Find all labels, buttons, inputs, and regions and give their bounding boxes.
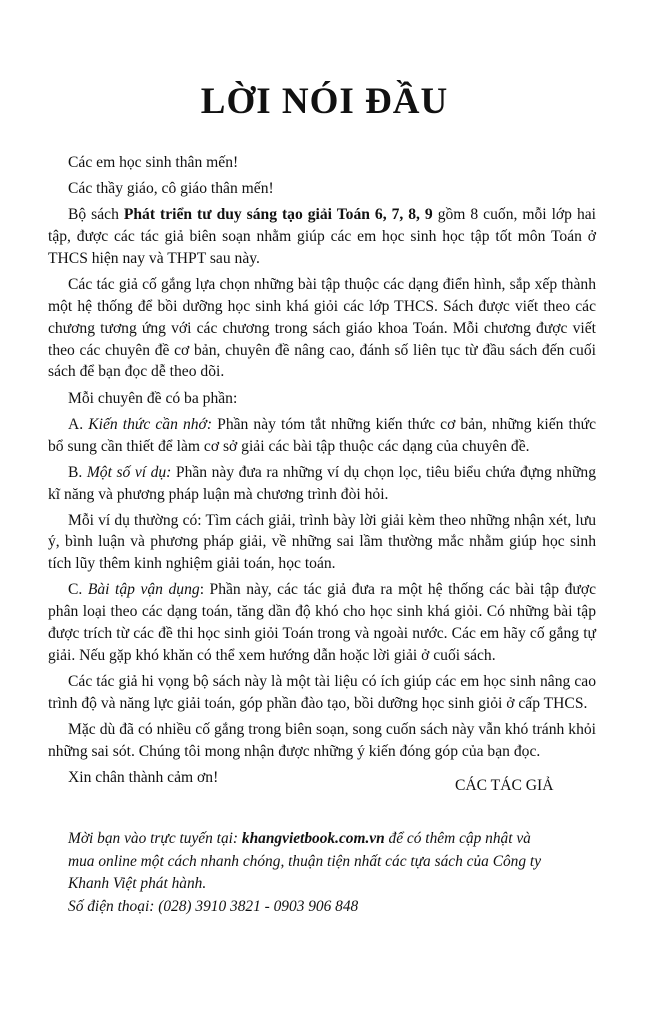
series-pre: Bộ sách [68,206,124,224]
part-c-heading: Bài tập vận dụng [87,581,200,599]
part-b-paragraph [48,462,596,506]
part-c-paragraph [48,579,596,666]
selection-paragraph: Các tác giả cố gắng lựa chọn những bài tập thuộc các dạng điển hình, sắp xếp thành một hệ thống để bồi dưỡng học sinh khá giỏi các lớp THCS. Sách được viết theo các chương tương ứng với các chương trong sách giáo khoa Toán. Mỗi chương được viết theo các chuyên đề cơ bản, chuyên đề nâng cao, đánh số liên tục từ đầu sách đến cuối sách để bạn đọc dễ theo dõi. [48,276,596,381]
part-b-text: Phần này đưa ra những ví dụ chọn lọc, tiêu biểu chứa đựng những kĩ năng và phương pháp luận mà chương trình đòi hỏi. [48,463,596,503]
part-c-prefix: C. [68,581,88,599]
thanks-paragraph: Xin chân thành cảm ơn! [68,769,219,787]
part-a-paragraph [48,414,596,458]
preface-body [48,152,596,793]
apology-paragraph: Mặc dù đã có nhiều cố gắng trong biên soạn, song cuốn sách này vẫn khó tránh khỏi những sai sót. Chúng tôi mong nhận được những ý kiến đóng góp của bạn đọc. [48,721,596,760]
series-post: gồm 8 cuốn, mỗi lớp hai tập, được các tác giả biên soạn nhằm giúp các em học sinh học tập tốt môn Toán ở THCS hiện nay và THPT sau này. [48,206,596,267]
part-b-heading: Một số ví dụ: [86,463,172,481]
greeting-students: Các em học sinh thân mến! [68,154,239,171]
footer-line-1-pre: Mời bạn vào trực tuyến tại: [68,830,242,847]
footer-line-1 [68,828,608,851]
footer-line-2: mua online một cách nhanh chóng, thuận tiện nhất các tựa sách của Công ty [68,852,542,870]
part-a-text: Phần này tóm tắt những kiến thức cơ bản, những kiến thức bổ sung cần thiết để làm cơ sở giải các bài tập thuộc các dạng của chuyên đề. [48,415,597,455]
website-link[interactable]: khangvietbook.com.vn [241,830,385,847]
footer-phone: Số điện thoại: (028) 3910 3821 - 0903 906 848 [68,897,359,915]
author-signature: CÁC TÁC GIẢ [455,777,554,794]
page-title: LỜI NÓI ĐẦU [200,81,449,122]
part-c-text: : Phần này, các tác giả đưa ra một hệ thống các bài tập được phân loại theo các dạng toán, tăng dần độ khó cho học sinh khá giỏi. Có những bài tập được trích từ các đề thi học sinh giỏi Toán trong và ngoài nước. Các em hãy cố gắng tự giải. Nếu gặp khó khăn có thể xem hướng dẫn hoặc lời giải ở cuối sách. [48,581,596,664]
part-a-prefix: A. [68,415,89,433]
three-parts-paragraph: Mỗi chuyên đề có ba phần: [68,389,238,407]
series-title: Phát triển tư duy sáng tạo giải Toán 6, 7, 8, 9 [123,206,433,224]
series-paragraph [48,204,596,269]
examples-paragraph: Mỗi ví dụ thường có: Tìm cách giải, trình bày lời giải kèm theo những nhận xét, lưu ý, bình luận và phương pháp giải, về những sai lầm thường mắc nhằm giúp học sinh tích lũy thêm kinh nghiệm giải toán, học toán. [48,511,596,573]
hope-paragraph: Các tác giả hi vọng bộ sách này là một tài liệu có ích giúp các em học sinh nâng cao trình độ và năng lực giải toán, góp phần đào tạo, bồi dưỡng học sinh giỏi ở cấp THCS. [48,673,596,712]
publisher-footer [68,828,608,918]
footer-line-3: Khanh Việt phát hành. [68,875,207,892]
footer-line-1-post: để có thêm cập nhật và [384,830,531,847]
part-a-heading: Kiến thức cần nhớ: [88,415,213,433]
greeting-teachers: Các thầy giáo, cô giáo thân mến! [68,180,274,198]
part-b-prefix: B. [68,463,87,481]
